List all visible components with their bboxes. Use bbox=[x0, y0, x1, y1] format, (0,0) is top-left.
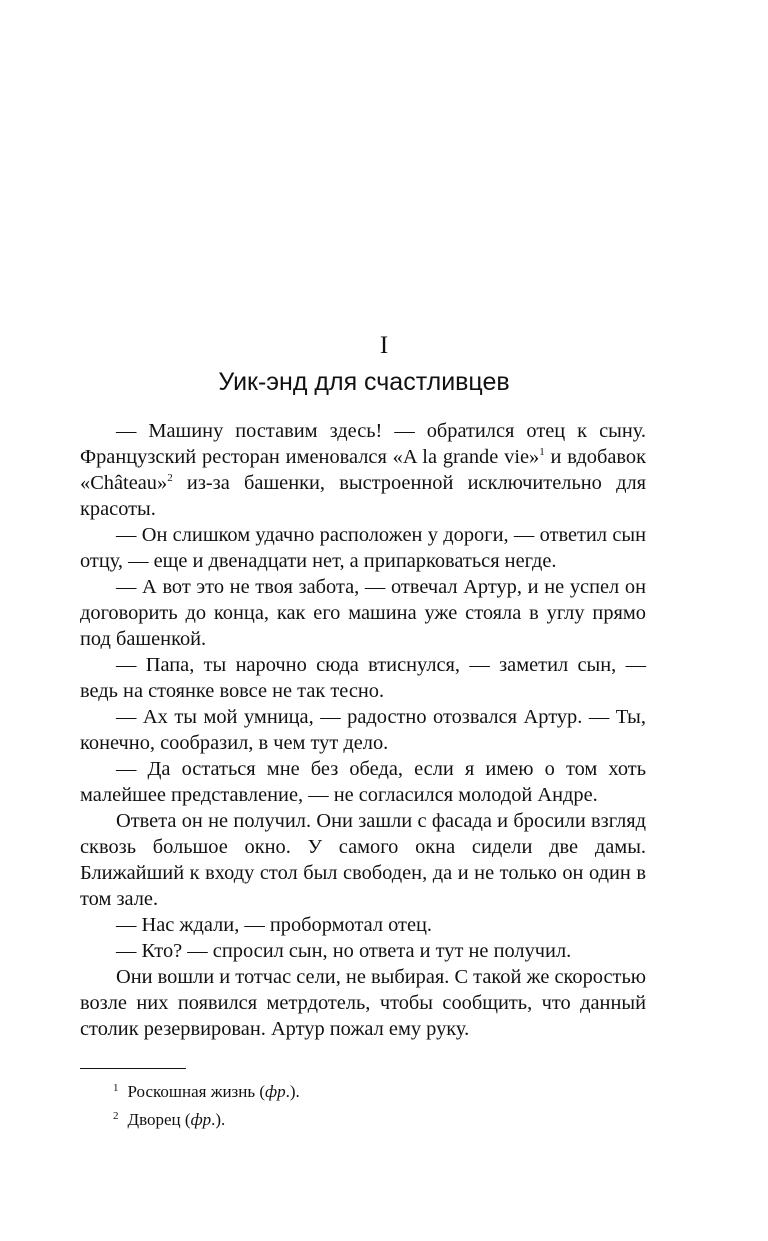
footnote-text: Роскошная жизнь ( bbox=[127, 1082, 266, 1101]
footnote-text: .). bbox=[285, 1082, 300, 1101]
paragraph-text: из-за башенки, выстроенной исключительно для красоты. bbox=[80, 472, 646, 520]
paragraph: — Да остаться мне без обеда, если я имею о том хоть малейшее представление, — не согласился молодой Андре. bbox=[80, 758, 646, 806]
body-text bbox=[80, 418, 646, 1042]
paragraph: Ответа он не получил. Они зашли с фасада и бросили взгляд сквозь большое окно. У самого окна сидели две дамы. Ближайший к входу стол был свободен, да и не только он один в том зале. bbox=[80, 810, 646, 910]
paragraph: — Нас ждали, — пробормотал отец. bbox=[116, 914, 433, 936]
footnote-ref-1: 1 bbox=[539, 446, 545, 458]
footnote-1 bbox=[113, 1076, 653, 1104]
paragraph: Они вошли и тотчас сели, не выбирая. С такой же скоростью возле них появился метрдотель, чтобы сообщить, что данный столик резервирован. Артур пожал ему руку. bbox=[80, 966, 646, 1040]
footnote-2 bbox=[113, 1104, 653, 1132]
footnote-abbr: фр bbox=[190, 1110, 212, 1129]
chapter-number: I bbox=[379, 332, 389, 359]
footnote-mark: 1 bbox=[113, 1082, 119, 1094]
paragraph: — А вот это не твоя забота, — отвечал Артур, и не успел он договорить до конца, как его машина уже стояла в углу прямо под башенкой. bbox=[80, 576, 646, 650]
paragraph: — Он слишком удачно расположен у дороги, — ответил сын отцу, — еще и двенадцати нет, а припарковаться негде. bbox=[80, 524, 646, 572]
footnotes bbox=[113, 1076, 653, 1132]
paragraph-text: — Машину поставим здесь! — обратился отец к сыну. Французский ресторан именовался «A la grande vie» bbox=[80, 420, 646, 468]
footnote-mark: 2 bbox=[113, 1110, 119, 1122]
footnote-divider bbox=[80, 1068, 186, 1069]
footnote-abbr: фр bbox=[265, 1082, 286, 1101]
paragraph-text: и вдобавок «Château» bbox=[80, 446, 647, 494]
footnote-text: Дворец ( bbox=[127, 1110, 191, 1129]
footnote-text: .). bbox=[211, 1110, 226, 1129]
paragraph: — Кто? — спросил сын, но ответа и тут не получил. bbox=[116, 940, 572, 962]
paragraph: — Ах ты мой умница, — радостно отозвался Артур. — Ты, конечно, сообразил, в чем тут дело. bbox=[80, 706, 646, 754]
paragraph: — Папа, ты нарочно сюда втиснулся, — заметил сын, — ведь на стоянке вовсе не так тесно. bbox=[80, 654, 646, 702]
paragraph bbox=[80, 418, 646, 522]
chapter-title: Уик-энд для счастливцев bbox=[218, 368, 510, 396]
footnote-ref-2: 2 bbox=[167, 472, 173, 484]
